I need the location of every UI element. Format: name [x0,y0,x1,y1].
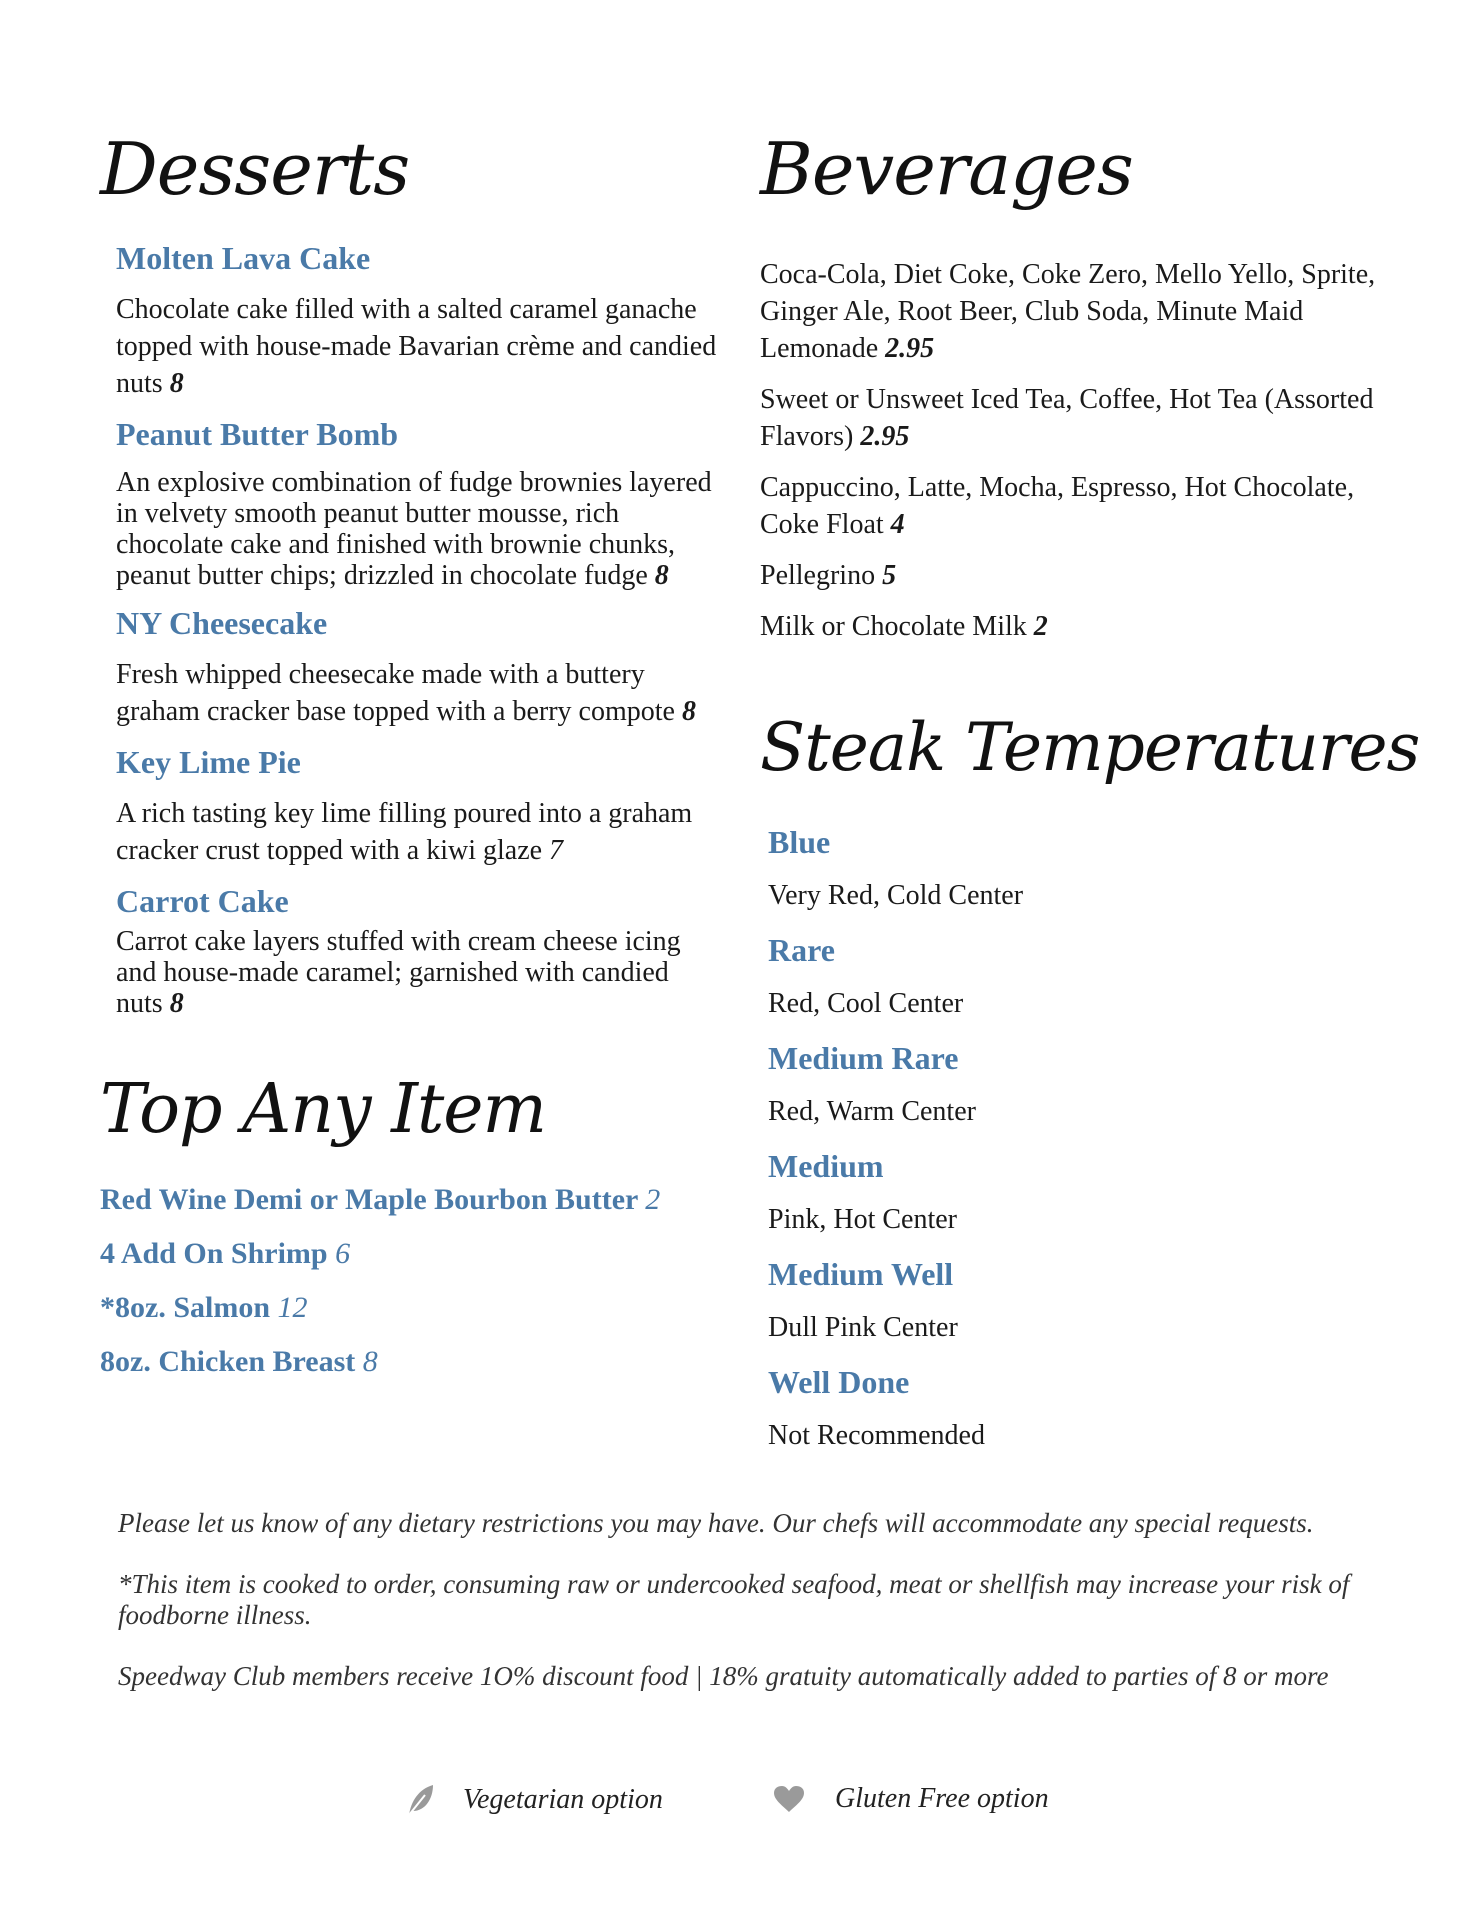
top-item: *8oz. Salmon 12 [100,1291,308,1324]
top-item: 4 Add On Shrimp 6 [100,1237,351,1270]
leaf-icon [405,1783,435,1817]
beverage-price: 2 [1033,611,1048,642]
beverage-price: 4 [890,509,905,540]
dessert-price: 8 [681,696,696,727]
dessert-item [100,883,720,1019]
top-item-price: 6 [335,1237,351,1270]
dessert-item [100,416,720,591]
dessert-name: Peanut Butter Bomb [116,416,399,452]
dessert-item [100,744,720,869]
temp-description: Very Red, Cold Center [768,880,1024,911]
temp-description: Dull Pink Center [768,1312,958,1343]
top-item-price: 8 [362,1345,378,1378]
beverage-price: 5 [882,560,897,591]
dessert-name: Molten Lava Cake [116,240,371,276]
temp-name: Medium Well [768,1256,954,1292]
beverage-item: Pellegrino 5 [760,560,897,591]
top-any-item-heading: Top Any Item [100,1070,547,1149]
top-item: Red Wine Demi or Maple Bourbon Butter 2 [100,1183,661,1216]
dessert-name: Key Lime Pie [116,744,301,780]
temp-name: Well Done [768,1364,910,1400]
top-item-list [100,1173,720,1389]
top-item-price: 12 [277,1291,308,1324]
dessert-description: A rich tasting key lime filling poured into a graham cracker crust topped with a kiwi glaze 7 [116,798,693,866]
dessert-description: Carrot cake layers stuffed with cream cheese icing and house-made caramel; garnished with candied nuts 8 [116,926,681,1019]
temp-description: Pink, Hot Center [768,1204,957,1235]
legend-vegetarian-label: Vegetarian option [463,1784,663,1815]
beverages-heading: Beverages [760,127,1133,211]
top-item-price: 2 [645,1183,661,1216]
discount-gratuity-note: Speedway Club members receive 1O% discount food | 18% gratuity automatically added to parties of 8 or more [118,1661,1329,1691]
steak-temp-list [760,817,1400,1465]
temp-name: Medium [768,1148,884,1184]
beverage-item: Cappuccino, Latte, Mocha, Espresso, Hot Chocolate, Coke Float 4 [760,472,1355,540]
top-item: 8oz. Chicken Breast 8 [100,1345,378,1378]
desserts-heading: Desserts [100,127,410,211]
temp-description: Red, Cool Center [768,988,964,1019]
temp-name: Blue [768,824,831,860]
beverage-price: 2.95 [885,333,935,364]
dessert-description: Chocolate cake filled with a salted caramel ganache topped with house-made Bavarian crème and candied nuts 8 [116,294,717,399]
beverage-item: Coca-Cola, Diet Coke, Coke Zero, Mello Yello, Sprite, Ginger Ale, Root Beer, Club Soda, Minute Maid Lemonade 2.95 [760,259,1376,364]
dessert-description: Fresh whipped cheesecake made with a buttery graham cracker base topped with a berry compote 8 [116,659,696,727]
dessert-item [100,240,720,402]
steak-temperatures-heading: Steak Temperatures [760,709,1420,786]
dessert-item [100,605,720,730]
temp-name: Rare [768,932,835,968]
dessert-price: 8 [654,560,669,591]
right-column [760,110,1420,1465]
beverage-list [760,256,1400,645]
dessert-price: 8 [169,988,184,1019]
beverage-price: 2.95 [860,421,910,452]
beverage-item: Sweet or Unsweet Iced Tea, Coffee, Hot Tea (Assorted Flavors) 2.95 [760,384,1374,452]
dietary-note: Please let us know of any dietary restrictions you may have. Our chefs will accommodate any special requests. [118,1508,1314,1538]
temp-description: Not Recommended [768,1420,985,1451]
beverage-item: Milk or Chocolate Milk 2 [760,611,1048,642]
legend-gluten-free [773,1783,1049,1815]
dessert-name: Carrot Cake [116,883,289,919]
temp-description: Red, Warm Center [768,1096,976,1127]
dessert-description: An explosive combination of fudge brownies layered in velvety smooth peanut butter mousse, rich chocolate cake and finished with brownie chunks, peanut butter chips; drizzled in chocolate fudge 8 [116,467,712,591]
dessert-price: 8 [169,368,184,399]
foodborne-warning: *This item is cooked to order, consuming raw or undercooked seafood, meat or shellfish may increase your risk of foodborne illness. [118,1569,1350,1630]
left-column [100,110,720,1389]
temp-name: Medium Rare [768,1040,959,1076]
dessert-price: 7 [549,835,564,866]
legend [405,1783,1105,1829]
footer-notes [118,1508,1388,1722]
dessert-name: NY Cheesecake [116,605,328,641]
legend-gluten-free-label: Gluten Free option [835,1783,1049,1814]
heart-icon [773,1785,805,1813]
legend-vegetarian [405,1783,663,1817]
